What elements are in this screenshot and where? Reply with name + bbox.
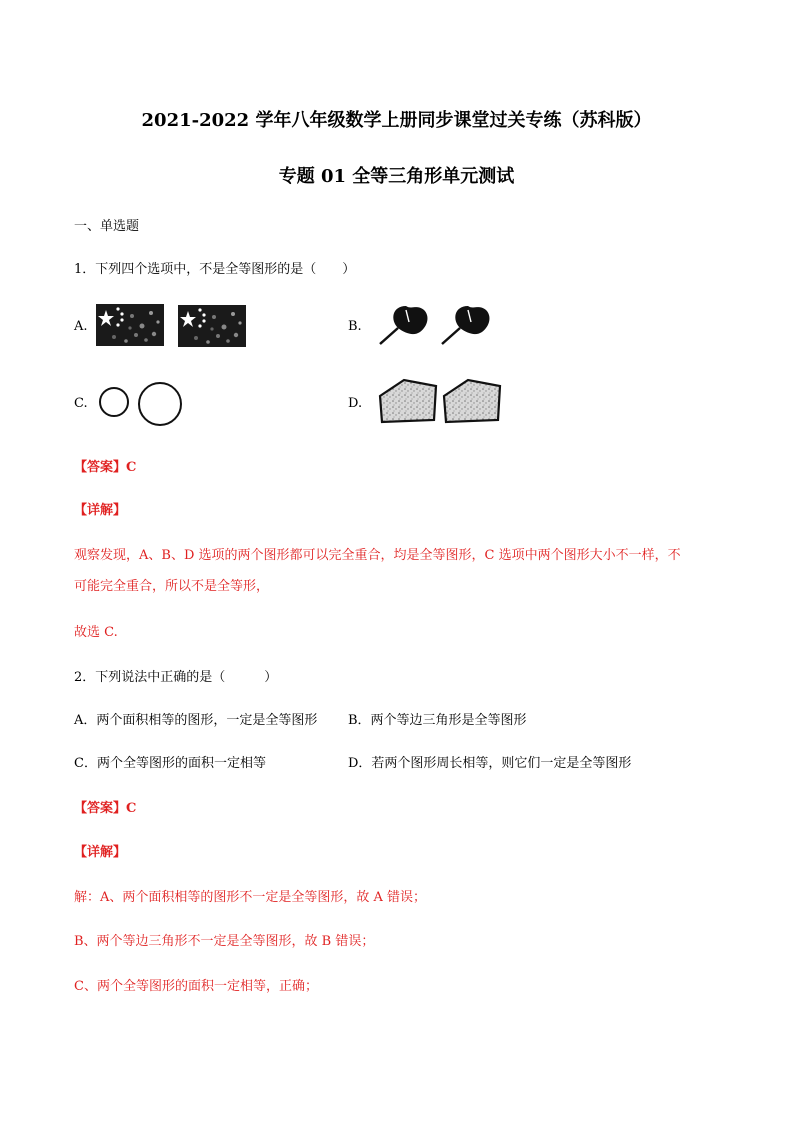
large-circle-shape bbox=[139, 383, 181, 425]
option-b-leaves-figure bbox=[376, 302, 496, 348]
question-1-explanation-line-2: 可能完全重合，所以不是全等形， bbox=[74, 579, 270, 594]
option-d-label: D. bbox=[348, 396, 363, 411]
question-2-stem: 2．下列说法中正确的是（ ） bbox=[74, 670, 278, 685]
option-a-label: A. bbox=[74, 319, 88, 334]
question-2-option-a: A．两个面积相等的图形，一定是全等图形 bbox=[74, 713, 318, 728]
pentagon-right-shape bbox=[444, 380, 500, 422]
question-2-detail-label: 【详解】 bbox=[74, 845, 127, 860]
section-heading: 一、单选题 bbox=[74, 219, 140, 234]
question-1-stem: 1．下列四个选项中，不是全等图形的是（ ） bbox=[74, 262, 356, 277]
option-a-flags-figure bbox=[96, 304, 246, 348]
option-c-circles-figure bbox=[96, 380, 188, 428]
option-b-label: B. bbox=[348, 319, 362, 334]
option-d-pentagons-figure bbox=[374, 376, 510, 428]
question-1-explanation-line-1: 观察发现，A、B、D 选项的两个图形都可以完全重合，均是全等图形，C 选项中两个图形大小不一样，不 bbox=[74, 548, 681, 563]
flag-left-image bbox=[96, 304, 164, 346]
ginkgo-leaf-right-icon bbox=[442, 306, 489, 344]
flag-right-image bbox=[178, 305, 246, 347]
question-2-answer: 【答案】C bbox=[74, 801, 137, 816]
small-circle-shape bbox=[100, 388, 128, 416]
document-subtitle: 专题 01 全等三角形单元测试 bbox=[278, 166, 515, 187]
question-2-explanation-line-3: C、两个全等图形的面积一定相等，正确； bbox=[74, 979, 318, 994]
ginkgo-leaf-left-icon bbox=[380, 306, 427, 344]
pentagon-left-shape bbox=[380, 380, 436, 422]
question-2-option-c: C．两个全等图形的面积一定相等 bbox=[74, 756, 266, 771]
question-2-option-d: D．若两个图形周长相等，则它们一定是全等图形 bbox=[348, 756, 632, 771]
question-2-option-b: B．两个等边三角形是全等图形 bbox=[348, 713, 527, 728]
question-1-conclusion: 故选 C. bbox=[74, 625, 118, 640]
question-1-detail-label: 【详解】 bbox=[74, 503, 127, 518]
document-title: 2021-2022 学年八年级数学上册同步课堂过关专练（苏科版） bbox=[141, 110, 652, 131]
question-2-explanation-line-1: 解：A、两个面积相等的图形不一定是全等图形，故 A 错误； bbox=[74, 890, 427, 905]
question-2-explanation-line-2: B、两个等边三角形不一定是全等图形，故 B 错误； bbox=[74, 934, 375, 949]
option-c-label: C. bbox=[74, 396, 88, 411]
question-1-answer: 【答案】C bbox=[74, 460, 137, 475]
